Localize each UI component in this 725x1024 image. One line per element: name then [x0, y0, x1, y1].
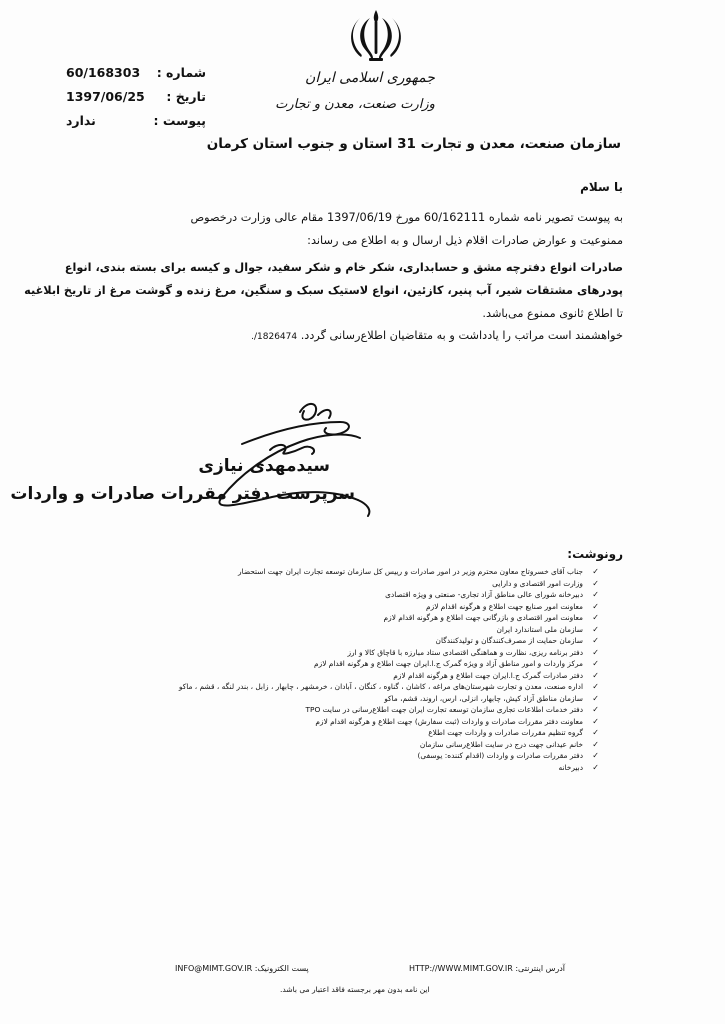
cc-item: ✓ سازمان حمایت از مصرف‌کنندگان و تولیدکنندگان: [435, 636, 599, 645]
ministry-name-script: وزارت صنعت، معدن و تجارت: [275, 97, 435, 112]
check-mark-icon: ✓: [592, 751, 599, 760]
cc-item: ✓ دبیرخانه شورای عالی مناطق آزاد تجاری- صنعتی و ویژه اقتصادی: [385, 590, 599, 599]
check-mark-icon: ✓: [592, 670, 599, 680]
body-line-3: صادرات انواع دفترچه مشق و حسابداری، شکر خام و شکر سفید، جوال و کیسه برای بسته بندی، انواع: [64, 261, 623, 274]
body-line-5: تا اطلاع ثانوی ممنوع می‌باشد.: [482, 307, 623, 320]
body-line-6: [251, 324, 623, 349]
cc-item: ✓ معاونت دفتر مقررات صادرات و واردات (ثبت سفارش) جهت اطلاع و هرگونه اقدام لازم: [315, 716, 599, 726]
body-line-2: ممنوعیت و عوارض صادرات اقلام ذیل ارسال و به اطلاع می رساند:: [307, 234, 623, 247]
check-mark-icon: ✓: [592, 705, 599, 714]
check-mark-icon: ✓: [592, 624, 599, 634]
cc-item: ✓ جناب آقای خسروتاج معاون محترم وزیر در امور صادرات و رییس کل سازمان توسعه تجارت ایران جهت استحضار: [238, 567, 599, 576]
closing-request: خواهشمند است مراتب را یادداشت و به متقاضیان اطلاع‌رسانی گردد.: [300, 329, 623, 342]
cc-list: [129, 566, 599, 773]
cc-item: ✓ سازمان مناطق آزاد کیش، چابهار، انزلی، ارس، اروند، قشم، ماکو: [384, 693, 599, 703]
letter-date-value: 1397/06/25: [66, 88, 145, 104]
cc-item: ✓ دبیرخانه: [558, 762, 599, 772]
check-mark-icon: ✓: [592, 647, 599, 657]
cc-item: ✓ معاونت امور صنایع جهت اطلاع و هرگونه اقدام لازم: [426, 601, 599, 611]
signer-name: سیدمهدی نیازی: [198, 456, 330, 476]
letter-number-value: 60/168303: [66, 64, 141, 80]
footer-validity-note: این نامه بدون مهر برجسته فاقد اعتبار می باشد.: [280, 985, 430, 994]
cc-item: ✓ گروه تنظیم مقررات صادرات و واردات جهت اطلاع: [428, 728, 599, 737]
check-mark-icon: ✓: [592, 636, 599, 645]
letter-number-row: [66, 60, 206, 84]
cc-item: ✓ دفتر صادرات گمرک ج.ا.ایران جهت اطلاع و هرگونه اقدام لازم: [393, 670, 599, 680]
reference-number: 1826474/.: [251, 332, 298, 342]
letter-number-label: شماره :: [156, 64, 206, 80]
cc-item: ✓ سازمان ملی استاندارد ایران: [496, 624, 599, 634]
letter-attachment-label: پیوست :: [153, 112, 206, 128]
check-mark-icon: ✓: [592, 728, 599, 737]
letter-attachment-value: ندارد: [66, 112, 96, 128]
emblem-of-iran-icon: [345, 6, 407, 64]
check-mark-icon: ✓: [592, 659, 599, 668]
cc-item: ✓ خانم عیدانی جهت درج در سایت اطلاع‌رسانی سازمان: [419, 739, 599, 749]
footer-contact: [175, 964, 565, 973]
greeting: با سلام: [580, 180, 623, 194]
check-mark-icon: ✓: [592, 578, 599, 588]
cc-item: ✓ دفتر خدمات اطلاعات تجاری سازمان توسعه تجارت ایران جهت اطلاع‌رسانی در سایت TPO: [305, 705, 599, 714]
cc-item: ✓ اداره صنعت، معدن و تجارت شهرستان‌های مراغه ، کاشان ، گناوه ، کنگان ، آبادان ، خرمشهر ، چابهار ، زابل ، بندر لنگه ، قشم ، ماکو: [178, 682, 599, 691]
check-mark-icon: ✓: [592, 716, 599, 726]
letter-meta: [66, 60, 206, 132]
cc-item: ✓ مرکز واردات و امور مناطق آزاد و ویژه گمرک ج.ا.ایران جهت اطلاع و هرگونه اقدام لازم: [314, 659, 599, 668]
check-mark-icon: ✓: [592, 567, 599, 576]
letter-date-row: [66, 84, 206, 108]
body-line-1: به پیوست تصویر نامه شماره 60/162111 مورخ 1397/06/19 مقام عالی وزارت درخصوص: [190, 211, 623, 224]
check-mark-icon: ✓: [592, 693, 599, 703]
cc-item: ✓ معاونت امور اقتصادی و بازرگانی جهت اطلاع و هرگونه اقدام لازم: [383, 613, 599, 622]
body-line-4: پودرهای مشتقات شیر، آب پنیر، کازئین، انواع لاستیک سبک و سنگین، مرغ زنده و گوشت مرغ از تاریخ ابلاغیه: [24, 284, 623, 297]
check-mark-icon: ✓: [592, 739, 599, 749]
country-name-script: جمهوری اسلامی ایران: [305, 70, 435, 86]
cc-item: ✓ دفتر برنامه ریزی، نظارت و هماهنگی اقتصادی ستاد مبارزه با قاچاق کالا و ارز: [347, 647, 599, 657]
letter-date-label: تاریخ :: [166, 88, 206, 104]
signer-title: سرپرست دفتر مقررات صادرات و واردات: [10, 484, 355, 504]
check-mark-icon: ✓: [592, 590, 599, 599]
check-mark-icon: ✓: [592, 613, 599, 622]
letter-attachment-row: [66, 108, 206, 132]
cc-item: ✓ وزارت امور اقتصادی و دارایی: [492, 578, 599, 588]
cc-item: ✓ دفتر مقررات صادرات و واردات (اقدام کننده: یوسفی): [417, 751, 599, 760]
check-mark-icon: ✓: [592, 601, 599, 611]
check-mark-icon: ✓: [592, 682, 599, 691]
footer-website[interactable]: HTTP://WWW.MIMT.GOV.IR آدرس اینترنتی:: [408, 964, 565, 973]
cc-heading: رونوشت:: [567, 547, 623, 561]
check-mark-icon: ✓: [592, 762, 599, 772]
organization-title: سازمان صنعت، معدن و تجارت 31 استان و جنوب استان کرمان: [206, 136, 621, 152]
footer-email[interactable]: INFO@MIMT.GOV.IR پست الکترونیک:: [175, 964, 309, 973]
